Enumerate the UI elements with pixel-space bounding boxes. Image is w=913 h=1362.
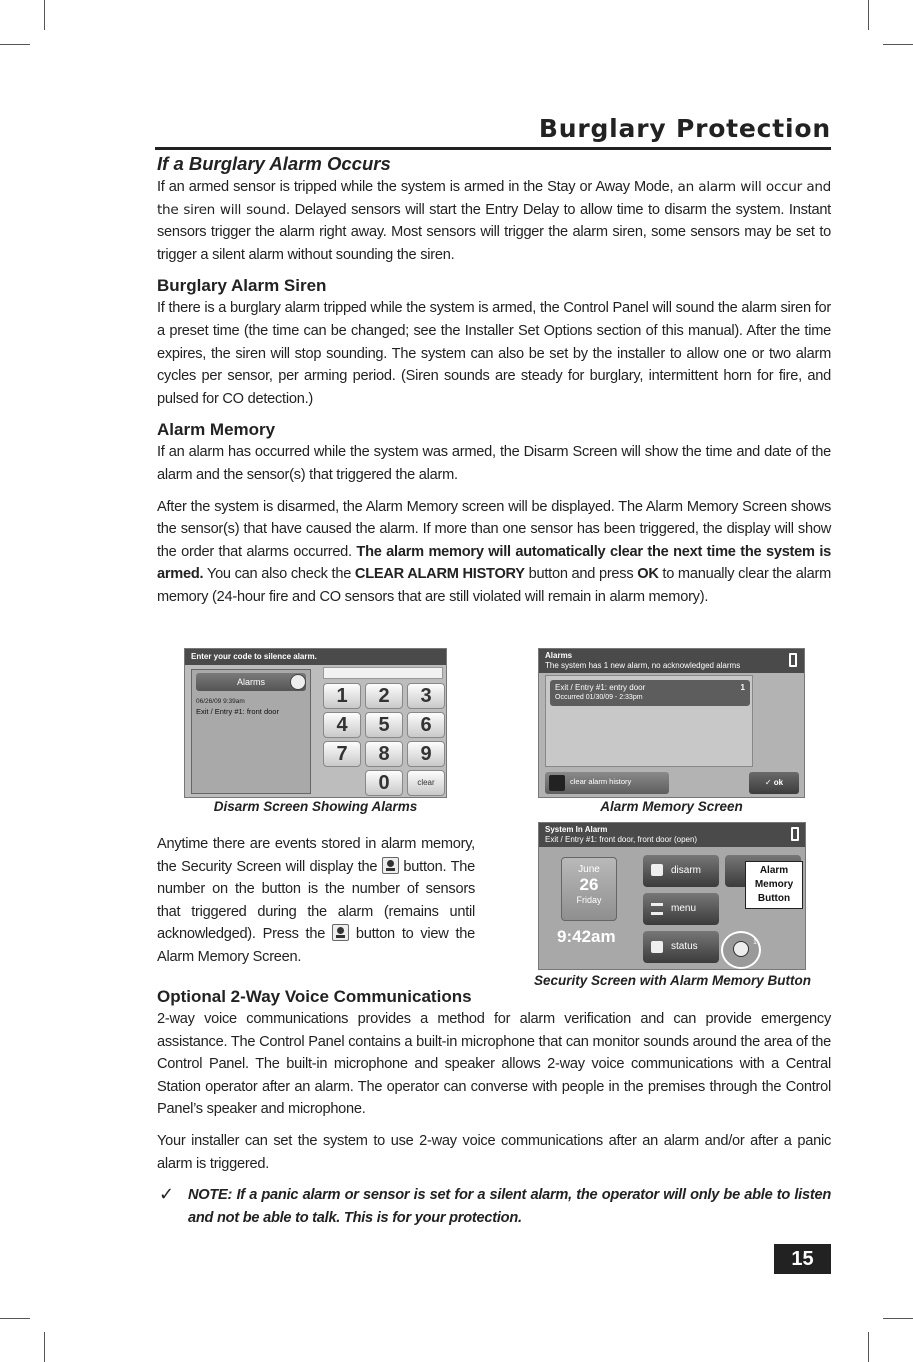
security-header bbox=[539, 823, 806, 847]
alarm-memory-icon bbox=[332, 924, 349, 941]
note-label: NOTE: bbox=[188, 1187, 233, 1204]
alarms-title-bar: Alarms bbox=[196, 673, 306, 691]
paragraph-burglary-alarm: If an armed sensor is tripped while the system is armed in the Stay or Away Mode, an alarm will occur and the siren will sound. Delayed sensors will start the Entry Delay to allow time to disarm the system. Instant sensors trigger the alarm right away. Most sensors will trigger the alarm siren, some sensors may be set to trigger a silent alarm without sounding the siren. bbox=[157, 179, 831, 263]
alarm-memory-screen-image bbox=[538, 648, 805, 798]
heading-voice: Optional 2-Way Voice Communications bbox=[157, 987, 472, 1006]
key-4: 4 bbox=[323, 712, 361, 738]
disarm-label: disarm bbox=[671, 865, 702, 876]
alarm-item-time: Occurred 01/30/09 - 2:33pm bbox=[555, 694, 643, 701]
paragraph-alarm-memory-2: After the system is disarmed, the Alarm Memory screen will be displayed. The Alarm Memory Screen shows the sensor(s) that have caused the alarm. If more than one sensor has been triggered, the display will show the order that alarms occurred. The alarm memory will automatically clear the next time the system is armed. You can also check the CLEAR ALARM HISTORY button and press OK to manually clear the alarm memory (24-hour fire and CO sensors that are still violated will remain in alarm memory). bbox=[157, 498, 831, 605]
status-icon bbox=[651, 941, 663, 953]
checkbox-icon bbox=[549, 775, 565, 791]
status-label: status bbox=[671, 941, 698, 952]
plug-icon bbox=[791, 827, 799, 841]
paragraph-alarm-siren: If there is a burglary alarm tripped while the system is armed, the Control Panel will sound the alarm siren for a preset time (the time can be changed; see the Installer Set Options section of this manual). After the time expires, the siren will stop sounding. The system can also be set by the installer to allow one or two alarm cycles per sensor, per arming period. (Siren sounds are steady for burglary, intermittent horn for fire, and pulsed for CO detection.) bbox=[157, 300, 831, 407]
calendar-weekday: Friday bbox=[576, 895, 602, 905]
key-6: 6 bbox=[407, 712, 445, 738]
clear-alarm-history-label: clear alarm history bbox=[570, 777, 632, 786]
calendar-month: June bbox=[578, 864, 600, 875]
section-title-text: Burglary Protection bbox=[538, 114, 831, 143]
disarm-button bbox=[643, 855, 719, 887]
caption-alarm-memory: Alarm Memory Screen bbox=[600, 799, 743, 814]
alarm-memory-icon bbox=[290, 674, 306, 690]
alarm-list-area bbox=[545, 675, 753, 767]
heading-burglary-alarm: If a Burglary Alarm Occurs bbox=[157, 153, 391, 174]
alarm-memory-button bbox=[721, 931, 761, 969]
calendar-tile bbox=[561, 857, 617, 921]
alarms-panel bbox=[191, 669, 311, 794]
check-icon: ✓ bbox=[764, 778, 774, 787]
disarm-screen-image bbox=[184, 648, 447, 798]
voice-section bbox=[157, 986, 831, 1229]
security-title: System In Alarm bbox=[545, 825, 608, 834]
crop-mark bbox=[883, 44, 913, 45]
calendar-day: 26 bbox=[579, 875, 599, 894]
alarm-memory-icon bbox=[382, 857, 399, 874]
crop-mark bbox=[44, 1332, 45, 1362]
ok-label: ok bbox=[773, 778, 784, 787]
section-title bbox=[155, 112, 831, 150]
clear-alarm-history-button bbox=[545, 772, 669, 794]
main-content bbox=[157, 152, 831, 609]
key-0: 0 bbox=[365, 770, 403, 796]
key-3: 3 bbox=[407, 683, 445, 709]
clock-time: 9:42am bbox=[557, 927, 616, 946]
plug-icon bbox=[789, 653, 797, 667]
menu-button bbox=[643, 893, 719, 925]
heading-alarm-memory: Alarm Memory bbox=[157, 420, 276, 440]
menu-label: menu bbox=[671, 903, 697, 914]
crop-mark bbox=[883, 1318, 913, 1319]
alarm-entry-desc: Exit / Entry #1: front door bbox=[196, 707, 279, 716]
memory-subtitle: The system has 1 new alarm, no acknowledged alarms bbox=[545, 661, 741, 670]
crop-mark bbox=[868, 1332, 869, 1362]
disarm-header: Enter your code to silence alarm. bbox=[185, 649, 447, 665]
heading-alarm-siren: Burglary Alarm Siren bbox=[157, 276, 327, 296]
security-subtitle: Exit / Entry #1: front door, front door (open) bbox=[545, 835, 698, 844]
alarm-memory-icon bbox=[733, 941, 749, 957]
paragraph-voice-2: Your installer can set the system to use 2-way voice communications after an alarm and/or after a panic alarm is triggered. bbox=[157, 1132, 831, 1172]
alarm-memory-callout: Alarm Memory Button bbox=[745, 861, 803, 909]
lock-icon bbox=[651, 864, 663, 876]
status-button bbox=[643, 931, 719, 963]
caption-disarm-screen: Disarm Screen Showing Alarms bbox=[213, 799, 418, 814]
alarm-memory-count: 1 bbox=[753, 939, 757, 946]
alarm-item-title: Exit / Entry #1: entry door bbox=[555, 683, 646, 692]
paragraph-voice-1: 2-way voice communications provides a method for alarm verification and can provide emergency assistance. The Control Panel contains a built-in microphone that can monitor sounds around the area of the Control Panel. The built-in microphone and speaker allows 2-way voice communications with a Central Station operator after an alarm. The operator can converse with people in the premises through the Control Panel’s speaker and microphone. bbox=[157, 1011, 831, 1118]
key-1: 1 bbox=[323, 683, 361, 709]
code-entry-field bbox=[323, 667, 443, 679]
crop-mark bbox=[0, 1318, 30, 1319]
menu-icon bbox=[651, 903, 663, 915]
security-screen-image bbox=[538, 822, 806, 970]
page-number: 15 bbox=[774, 1244, 831, 1274]
note-text: If a panic alarm or sensor is set for a silent alarm, the operator will only be able to listen and not be able to talk. This is for your protection. bbox=[188, 1187, 831, 1226]
key-2: 2 bbox=[365, 683, 403, 709]
ok-button bbox=[749, 772, 799, 794]
key-8: 8 bbox=[365, 741, 403, 767]
crop-mark bbox=[0, 44, 30, 45]
alarm-entry-time: 06/26/09 9:39am bbox=[196, 698, 245, 705]
crop-mark bbox=[868, 0, 869, 30]
key-5: 5 bbox=[365, 712, 403, 738]
key-9: 9 bbox=[407, 741, 445, 767]
key-clear: clear bbox=[407, 770, 445, 796]
memory-title: Alarms bbox=[545, 651, 573, 660]
paragraph-anytime: Anytime there are events stored in alarm memory, the Security Screen will display the button. The number on the button is the number of sensors that triggered during the alarm (remains until acknowledged). Press the button to view the Alarm Memory Screen. bbox=[157, 836, 475, 965]
check-icon: ✓ bbox=[159, 1184, 175, 1205]
alarm-list-item bbox=[550, 680, 750, 706]
memory-header bbox=[539, 649, 805, 673]
alarm-item-count: 1 bbox=[740, 683, 745, 692]
caption-security-screen: Security Screen with Alarm Memory Button bbox=[533, 973, 812, 988]
note bbox=[157, 1184, 831, 1229]
key-7: 7 bbox=[323, 741, 361, 767]
paragraph-alarm-memory-1: If an alarm has occurred while the system was armed, the Disarm Screen will show the time and date of the alarm and the sensor(s) that triggered the alarm. bbox=[157, 444, 831, 483]
crop-mark bbox=[44, 0, 45, 30]
